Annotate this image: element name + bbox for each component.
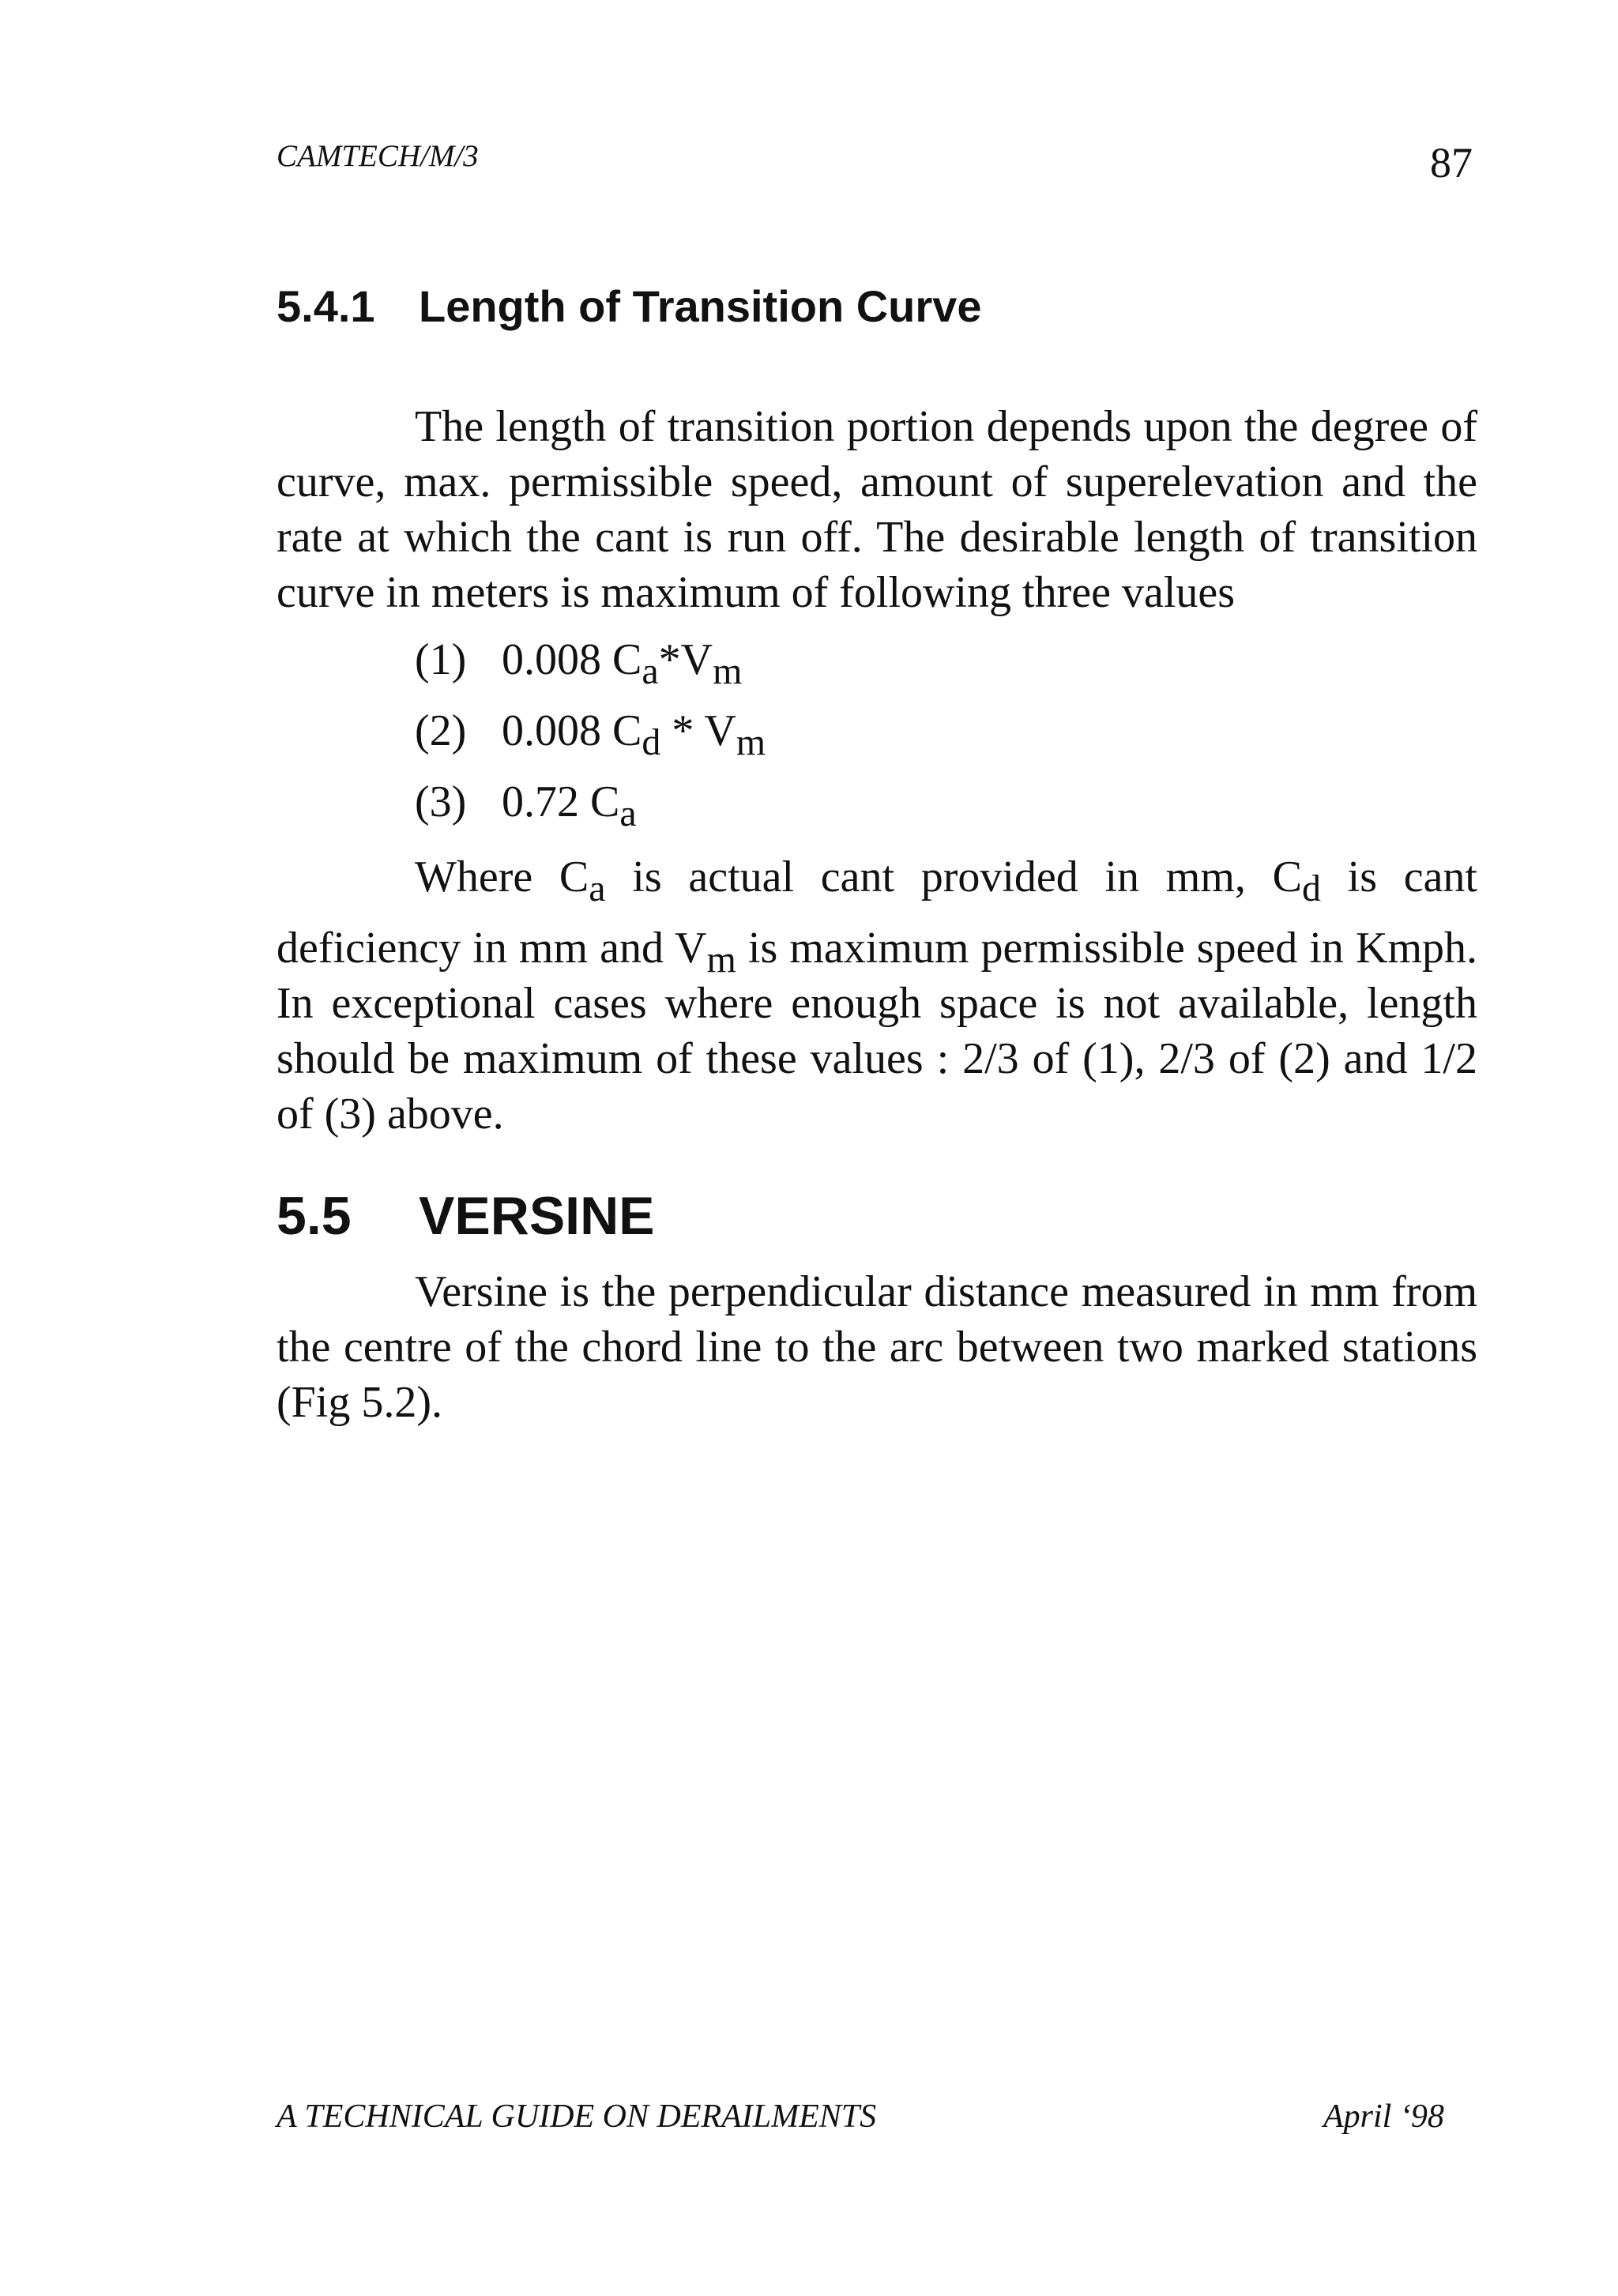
section-title: Length of Transition Curve: [419, 281, 982, 331]
formula-1: [415, 632, 743, 692]
formula-label: (3): [415, 777, 467, 826]
formula-2: [415, 703, 766, 763]
formula-coefficient: 0.72 C: [502, 777, 620, 826]
section-title: VERSINE: [419, 1186, 655, 1246]
section-number: 5.4.1: [277, 281, 375, 331]
paragraph-text: The length of transition portion depends upon the degree of curve, max. permissible speed, amount of superelevation and the rate at which the cant is run off. The desirable length of transition curve in meters is maximum of following three values: [277, 402, 1477, 617]
where-text: is cant: [1320, 853, 1477, 901]
formula-coefficient: 0.008 C: [502, 635, 642, 684]
paragraph-versine: [277, 1264, 1477, 1430]
where-subscript: d: [1301, 868, 1321, 909]
formula-label: (1): [415, 635, 467, 684]
formula-operator: *V: [658, 635, 713, 684]
where-subscript: m: [706, 939, 736, 981]
formula-label: (2): [415, 706, 467, 755]
paragraph-text: Versine is the perpendicular distance measured in mm from the centre of the chord line to the arc between two marked stations (Fig 5.2).: [277, 1267, 1477, 1427]
formula-subscript: d: [642, 721, 661, 763]
where-clause-continuation: [277, 920, 1477, 1142]
page-number: 87: [1430, 139, 1473, 186]
where-text: Where C: [415, 853, 589, 901]
section-number: 5.5: [277, 1186, 352, 1246]
running-header: CAMTECH/M/3: [277, 139, 479, 173]
footer-date: April ‘98: [1323, 2098, 1444, 2135]
formula-coefficient: 0.008 C: [502, 706, 642, 755]
where-text: deficiency in mm and V: [277, 924, 707, 973]
where-text: is maximum permissible speed in Kmph. In exceptional cases where enough space is not available, length should be maximum of these values : 2/3 of (1), 2/3 of (2) and 1/2 of (3) above.: [277, 924, 1477, 1139]
formula-subscript: m: [713, 650, 743, 692]
formula-subscript: a: [642, 650, 659, 692]
paragraph-transition-length: [277, 399, 1477, 620]
footer-title: A TECHNICAL GUIDE ON DERAILMENTS: [277, 2098, 877, 2135]
formula-operator: * V: [660, 706, 736, 755]
where-subscript: a: [589, 868, 606, 909]
section-heading: [277, 280, 981, 332]
formula-subscript: m: [736, 721, 766, 763]
section-heading: [277, 1185, 655, 1247]
where-clause-line: [277, 849, 1477, 909]
formula-3: [415, 774, 637, 834]
formula-subscript: a: [619, 792, 637, 834]
where-text: is actual cant provided in mm, C: [605, 853, 1302, 901]
